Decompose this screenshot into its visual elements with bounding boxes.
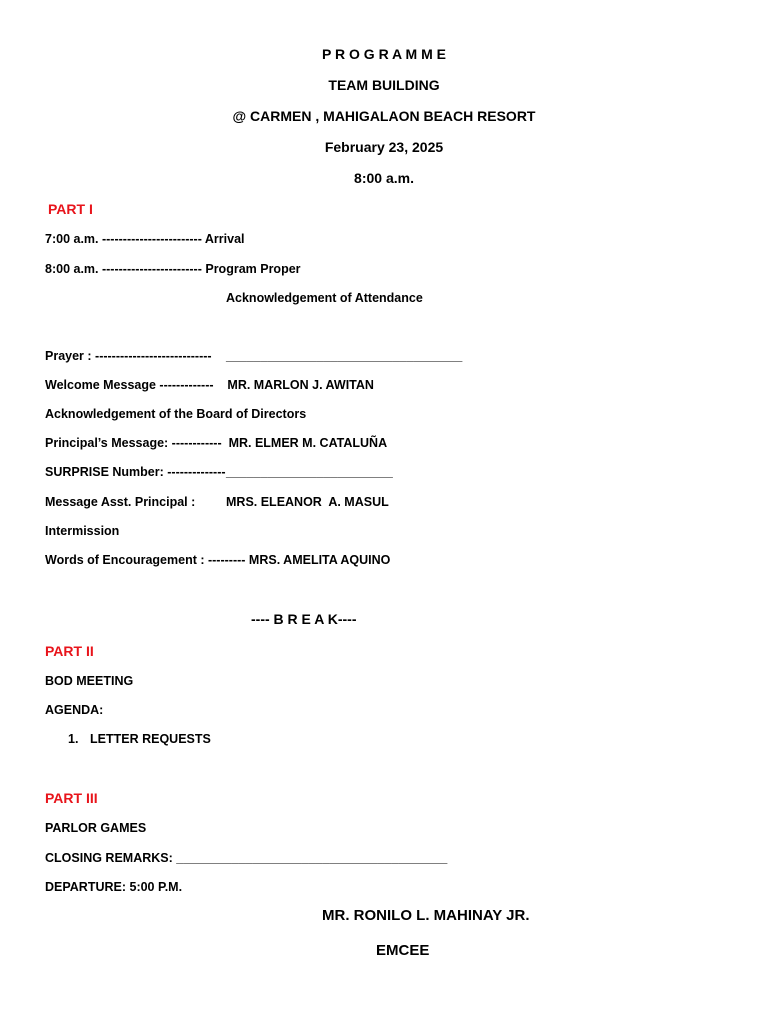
asst-principal-label: Message Asst. Principal : [45, 495, 196, 509]
parlor-games: PARLOR GAMES [45, 821, 147, 835]
closing-remarks-line: CLOSING REMARKS: _______________________________________ [45, 851, 448, 865]
asst-principal-name: MRS. ELEANOR A. MASUL [226, 495, 389, 509]
welcome-message-line: Welcome Message ------------- MR. MARLON J. AWITAN [45, 378, 374, 392]
event-time: 8:00 a.m. [354, 170, 414, 186]
bod-meeting: BOD MEETING [45, 674, 134, 688]
prayer-label: Prayer : ---------------------------- [45, 349, 212, 363]
surprise-number-blank: ________________________ [226, 465, 393, 479]
part3-heading: PART III [45, 790, 98, 806]
event-date: February 23, 2025 [324, 139, 444, 155]
agenda-item-text: LETTER REQUESTS [90, 732, 211, 746]
principal-message-line: Principal’s Message: ------------ MR. ELMER M. CATALUÑA [45, 436, 388, 450]
acknowledgement-attendance: Acknowledgement of Attendance [226, 291, 423, 305]
part1-heading: PART I [48, 201, 93, 217]
event-venue: @ CARMEN , MAHIGALAON BEACH RESORT [232, 108, 536, 124]
board-acknowledgement: Acknowledgement of the Board of Directors [45, 407, 307, 421]
break-separator: ---- B R E A K---- [251, 611, 357, 627]
program-proper-line: 8:00 a.m. ------------------------ Program Proper [45, 262, 301, 276]
surprise-number-label: SURPRISE Number: -------------- [45, 465, 226, 479]
agenda-label: AGENDA: [45, 703, 104, 717]
part2-heading: PART II [45, 643, 94, 659]
agenda-item-number: 1. [68, 732, 79, 746]
emcee-role: EMCEE [376, 942, 430, 959]
programme-title: P R O G R A M M E [322, 46, 446, 62]
event-name: TEAM BUILDING [328, 77, 440, 93]
prayer-blank: __________________________________ [226, 349, 463, 363]
emcee-name: MR. RONILO L. MAHINAY JR. [322, 907, 530, 924]
intermission-line: Intermission [45, 524, 120, 538]
arrival-line: 7:00 a.m. ------------------------ Arrival [45, 232, 245, 246]
departure-line: DEPARTURE: 5:00 P.M. [45, 880, 183, 894]
encouragement-line: Words of Encouragement : --------- MRS. AMELITA AQUINO [45, 553, 391, 567]
